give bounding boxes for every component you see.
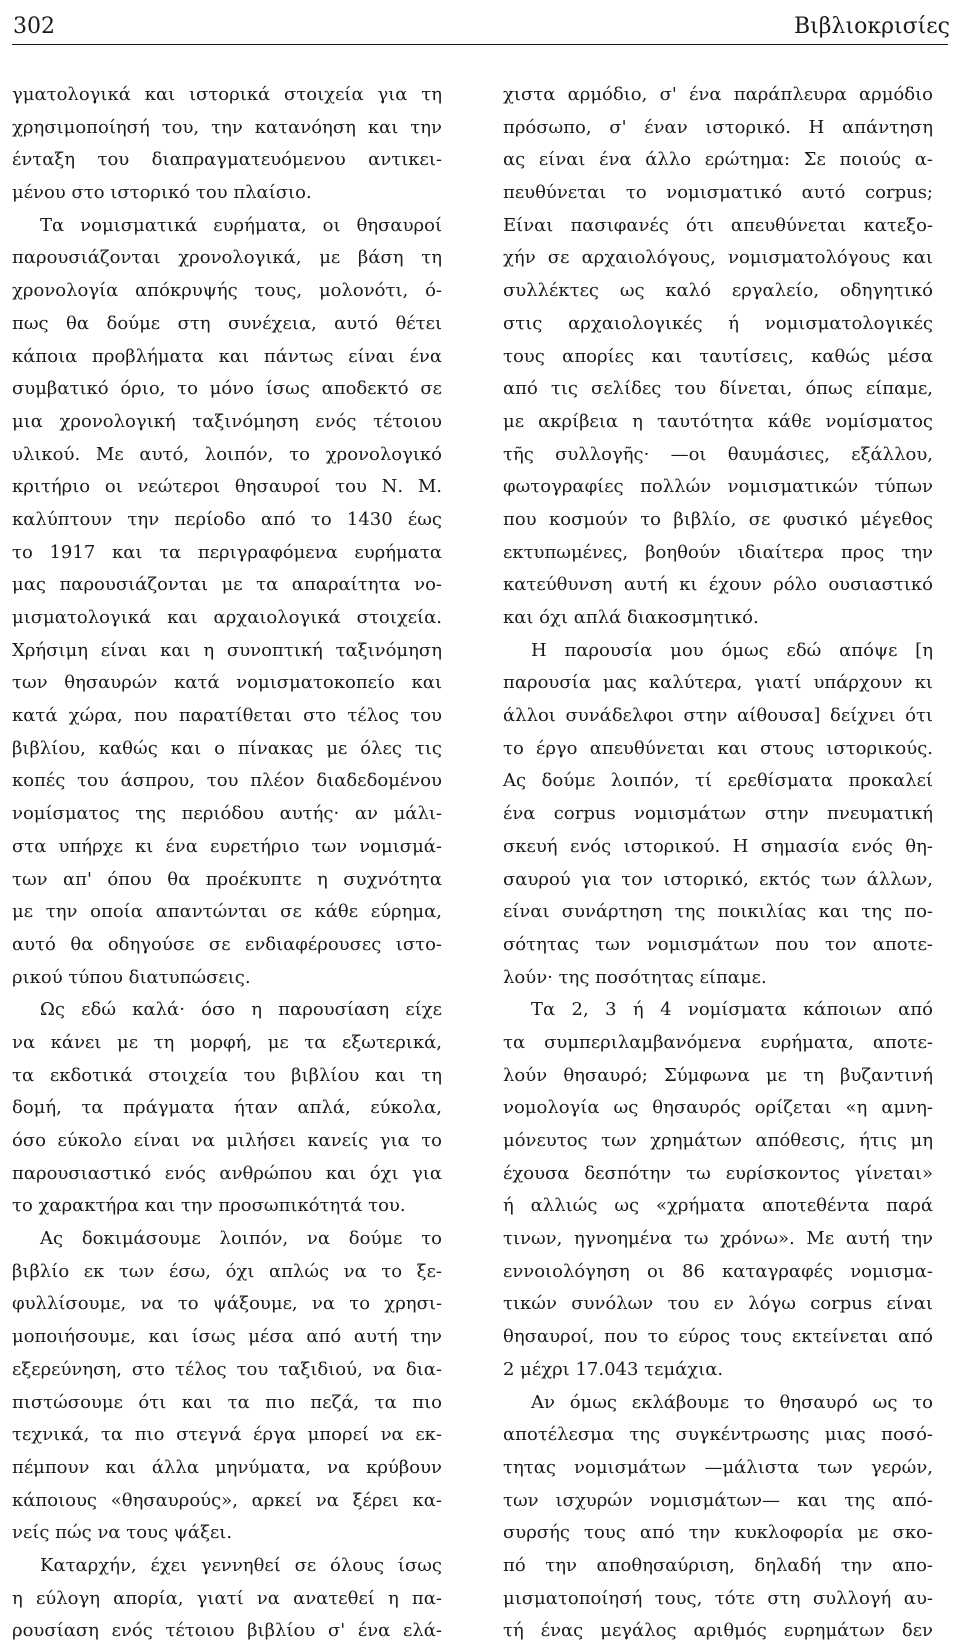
text-line: με την οποία απαντώνται σε κάθε εύρημα, xyxy=(12,901,442,923)
text-line: εξερεύνηση, στο τέλος του ταξιδιού, να δια- xyxy=(12,1358,442,1380)
header-rule xyxy=(12,44,948,45)
text-line: Τα νομισματικά ευρήματα, οι θησαυροί xyxy=(40,214,442,236)
text-line: Χρήσιμη είναι και η συνοπτική ταξινόμηση xyxy=(12,639,442,661)
text-line: χρονολογία απόκρυψής τους, μολονότι, ό- xyxy=(12,280,442,302)
text-line: τους απορίες και ταυτίσεις, καθώς μέσα xyxy=(503,345,933,367)
text-line: των ισχυρών νομισμάτων— και της από- xyxy=(503,1489,933,1511)
text-line: τα εκδοτικά στοιχεία του βιβλίου και τη xyxy=(12,1064,442,1086)
text-line: Η παρουσία μου όμως εδώ απόψε [η xyxy=(531,639,933,661)
text-line: καλύπτουν την περίοδο από το 1430 έως xyxy=(12,508,442,530)
text-line: στις αρχαιολογικές ή νομισματολογικές xyxy=(503,312,933,334)
text-line: κάποιους «θησαυρούς», αρκεί να ξέρει κα- xyxy=(12,1489,442,1511)
text-line: φυλλίσουμε, να το ψάξουμε, να το χρησι- xyxy=(12,1293,442,1315)
text-line: Τα 2, 3 ή 4 νομίσματα κάποιων από xyxy=(531,999,933,1021)
text-line: ρουσίαση ενός τέτοιου βιβλίου σ' ένα ελά- xyxy=(12,1620,442,1642)
text-line: Ας δοκιμάσουμε λοιπόν, να δούμε το xyxy=(40,1228,442,1250)
text-line: παρουσιαστικό ενός ανθρώπου και όχι για xyxy=(12,1162,442,1184)
text-line: Είναι πασιφανές ότι απευθύνεται κατεξο- xyxy=(503,214,933,236)
text-line: πό την αποθησαύριση, δηλαδή την απο- xyxy=(503,1554,933,1576)
text-line: κριτήριο οι νεώτεροι θησαυροί του Ν. Μ. xyxy=(12,476,442,498)
text-line: 2 μέχρι 17.043 τεμάχια. xyxy=(503,1358,724,1380)
text-line: συμβατικό όριο, το μόνο ίσως αποδεκτό σε xyxy=(12,378,442,400)
text-line: Ως εδώ καλά· όσο η παρουσίαση είχε xyxy=(40,999,442,1021)
text-line: σκευή ενός ιστορικού. Η σημασία ενός θη- xyxy=(503,835,933,857)
text-line: λούν· της ποσότητας είπαμε. xyxy=(503,966,767,988)
text-line: ρικού τύπου διατυπώσεις. xyxy=(12,966,251,988)
text-line: με ακρίβεια η ταυτότητα κάθε νομίσματος xyxy=(503,410,933,432)
text-line: το 1917 και τα περιγραφόμενα ευρήματα xyxy=(12,541,442,563)
page-header xyxy=(0,0,960,56)
left-column xyxy=(12,79,442,1648)
text-line: εκτυπωμένες, βοηθούν ιδιαίτερα προς την xyxy=(503,541,933,563)
text-line: βιβλίου, καθώς και ο πίνακας με όλες τις xyxy=(12,737,442,759)
text-line: βιβλίο εκ των έσω, όχι απλώς να το ξε- xyxy=(12,1260,442,1282)
text-line: συλλέκτες ως καλό εργαλείο, οδηγητικό xyxy=(503,280,933,302)
text-line: που κοσμούν το βιβλίο, σε φυσικό μέγεθος xyxy=(503,508,933,530)
text-line: σότητας των νομισμάτων που τον αποτε- xyxy=(503,933,933,955)
text-line: πως θα δούμε στη συνέχεια, αυτό θέτει xyxy=(12,312,442,334)
text-line: νομολογία ως θησαυρός ορίζεται «η αμνη- xyxy=(503,1097,933,1119)
text-line: χρησιμοποίησή του, την κατανόηση και την xyxy=(12,116,442,138)
page-number: 302 xyxy=(13,14,55,39)
text-line: ένα corpus νομισμάτων στην πνευματική xyxy=(503,803,933,825)
text-line: ή αλλιώς ως «χρήματα αποτεθέντα παρά xyxy=(503,1195,933,1217)
text-line: να κάνει με τη μορφή, με τα εξωτερικά, xyxy=(12,1031,442,1053)
text-line: φωτογραφίες πολλών νομισματικών τύπων xyxy=(503,476,933,498)
text-line: ας είναι ένα άλλο ερώτημα: Σε ποιούς α- xyxy=(503,149,933,171)
text-line: πέμπουν και άλλα μηνύματα, να κρύβουν xyxy=(12,1456,442,1478)
text-line: μένου στο ιστορικό του πλαίσιο. xyxy=(12,182,312,204)
text-line: το έργο απευθύνεται και στους ιστορικούς. xyxy=(503,737,933,759)
text-line: νείς πώς να τους ψάξει. xyxy=(12,1522,233,1544)
text-line: κατά χώρα, που παρατίθεται στο τέλος του xyxy=(12,705,442,727)
text-line: μόνευτος των χρημάτων απόθεσις, ήτις μη xyxy=(503,1130,933,1151)
text-line: Καταρχήν, έχει γεννηθεί σε όλους ίσως xyxy=(40,1554,442,1576)
text-line: μας παρουσιάζονται με τα απαραίτητα νο- xyxy=(12,574,442,596)
text-line: θησαυροί, που το εύρος τους εκτείνεται από xyxy=(503,1326,933,1348)
text-line: αποτέλεσμα της συγκέντρωσης μιας ποσό- xyxy=(503,1424,933,1446)
text-line: πρόσωπο, σ' έναν ιστορικό. Η απάντηση xyxy=(503,116,933,138)
text-line: μισματοποίησή τους, τότε στη συλλογή αυ- xyxy=(503,1587,933,1609)
text-line: πευθύνεται το νομισματικό αυτό corpus; xyxy=(503,182,933,204)
text-line: άλλοι συνάδελφοι στην αίθουσα] δείχνει ότι xyxy=(503,705,933,727)
text-line: αυτό θα οδηγούσε σε ενδιαφέρουσες ιστο- xyxy=(12,933,442,955)
text-line: παρουσιάζονται χρονολογικά, με βάση τη xyxy=(12,247,442,269)
text-line: χιστα αρμόδιο, σ' ένα παράπλευρα αρμόδιο xyxy=(503,84,933,105)
running-head: Βιβλιοκρισίες xyxy=(794,14,950,39)
text-line: κατεύθυνση αυτή κι έχουν ρόλο ουσιαστικό xyxy=(503,574,933,596)
text-line: συρσής τους από την κυκλοφορία με σκο- xyxy=(503,1522,933,1544)
text-line: παρουσία μας καλύτερα, γιατί υπάρχουν κι xyxy=(503,672,933,694)
text-line: ένταξη του διαπραγματευόμενου αντικει- xyxy=(12,149,442,171)
text-line: μια χρονολογική ταξινόμηση ενός τέτοιου xyxy=(12,410,442,432)
text-line: όσο εύκολο είναι να μιλήσει κανείς για το xyxy=(12,1130,442,1151)
text-line: τεχνικά, τα πιο στεγνά έργα μπορεί να εκ- xyxy=(12,1424,442,1446)
text-line: χήν σε αρχαιολόγους, νομισματολόγους και xyxy=(503,247,933,269)
text-line: υλικού. Με αυτό, λοιπόν, το χρονολογικό xyxy=(12,443,442,465)
right-column xyxy=(503,79,933,1648)
text-line: των απ' όπου θα προέκυπτε η συχνότητα xyxy=(12,868,442,890)
text-line: κάποια προβλήματα και πάντως είναι ένα xyxy=(12,345,442,367)
text-line: μοποιήσουμε, και ίσως μέσα από αυτή την xyxy=(12,1326,442,1348)
text-line: πιστώσουμε ότι και τα πιο πεζά, τα πιο xyxy=(12,1391,442,1413)
text-line: τινων, ηγνοημένα τω χρόνω». Με αυτή την xyxy=(503,1228,933,1250)
text-line: γματολογικά και ιστορικά στοιχεία για τη xyxy=(12,84,442,105)
text-line: των θησαυρών κατά νομισματοκοπείο και xyxy=(12,672,442,694)
text-line: τα συμπεριλαμβανόμενα ευρήματα, αποτε- xyxy=(503,1031,933,1053)
text-line: από τις σελίδες του δίνεται, όπως είπαμε, xyxy=(503,378,933,400)
text-line: η εύλογη απορία, γιατί να ανατεθεί η πα- xyxy=(12,1587,442,1609)
text-line: κοπές του άσπρου, του πλέον διαδεδομένου xyxy=(12,770,442,792)
text-line: τητας νομισμάτων —μάλιστα των γερών, xyxy=(503,1456,933,1478)
text-line: το χαρακτήρα και την προσωπικότητά του. xyxy=(12,1195,406,1217)
text-line: τικών συνόλων του εν λόγω corpus είναι xyxy=(503,1293,933,1315)
text-line: Ας δούμε λοιπόν, τί ερεθίσματα προκαλεί xyxy=(503,770,933,792)
text-line: έχουσα δεσπότην τω ευρίσκοντος γίνεται» xyxy=(503,1162,933,1184)
text-line: Αν όμως εκλάβουμε το θησαυρό ως το xyxy=(531,1391,933,1413)
text-line: και όχι απλά διακοσμητικό. xyxy=(503,607,759,628)
text-line: είναι συνάρτηση της ποικιλίας και της πο- xyxy=(503,901,933,923)
text-line: δομή, τα πράγματα ήταν απλά, εύκολα, xyxy=(12,1097,442,1119)
text-line: στα υπήρχε κι ένα ευρετήριο των νομισμά- xyxy=(12,835,442,857)
text-line: νομίσματος της περιόδου αυτής· αν μάλι- xyxy=(12,803,442,825)
text-line: τή ένας μεγάλος αριθμός ευρημάτων δεν xyxy=(503,1620,933,1642)
text-line: τῆς συλλογῆς· —οι θαυμάσιες, εξάλλου, xyxy=(503,443,933,465)
text-line: εννοιολόγηση οι 86 καταγραφές νομισμα- xyxy=(503,1260,933,1282)
text-line: μισματολογικά και αρχαιολογικά στοιχεία. xyxy=(12,607,442,628)
text-line: λούν θησαυρό; Σύμφωνα με τη βυζαντινή xyxy=(503,1064,933,1086)
text-line: σαυρού για τον ιστορικό, εκτός των άλλων, xyxy=(503,868,933,890)
